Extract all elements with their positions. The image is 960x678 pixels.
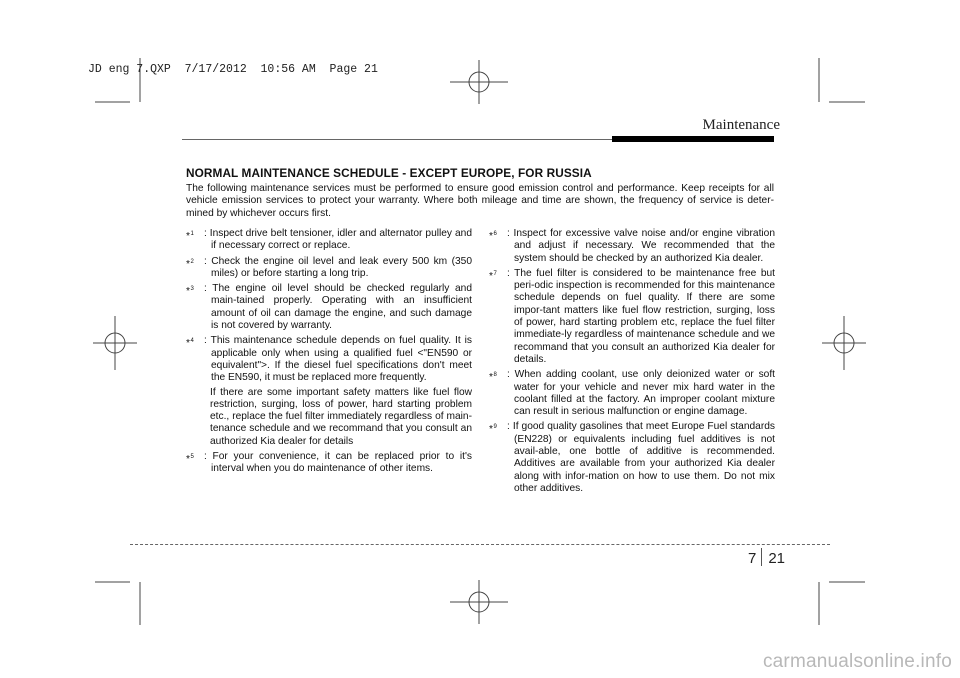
footnote-number: 7 xyxy=(493,270,497,277)
footnote-asterisk: * xyxy=(489,424,493,436)
page-number-value: 21 xyxy=(768,550,786,567)
page-number xyxy=(748,548,785,567)
footnote-asterisk: * xyxy=(489,270,493,282)
registration-target-left xyxy=(93,316,137,370)
footnote-text: : The fuel filter is considered to be maintenance free but peri-odic inspection is recommended for this maintenance schedule depends on fuel quality. If there are some impor-tant matters like fuel flow restriction, surging, loss of power, hard starting problem etc, replace the fuel filter immediate-ly regardless of maintenance schedule and we recommand that you consult an authorized Kia dealer for details. xyxy=(507,267,775,365)
footnote-marker xyxy=(186,283,204,332)
footnote-text: : Inspect for excessive valve noise and/or engine vibration and adjust if necessary. We recommended that the system should be checked by an authorized Kia dealer. xyxy=(507,228,775,264)
footnote-text: : Check the engine oil level and leak every 500 km (350 miles) or before starting a long trip. xyxy=(204,255,472,279)
header-rule xyxy=(182,139,612,140)
footnote xyxy=(489,228,775,265)
intro-paragraph: The following maintenance services must be performed to ensure good emission control and performance. Keep receipts for all vehicle emission services to protect your warranty. Where both mileage and time are shown, the frequency of service is deter-mined by whichever occurs first. xyxy=(186,183,774,219)
notes-left-column xyxy=(186,228,472,479)
watermark: carmanualsonline.info xyxy=(762,651,952,672)
footnote xyxy=(186,228,472,253)
footnote-number: 9 xyxy=(493,424,497,431)
page-number-divider xyxy=(761,548,762,566)
footnote-asterisk: * xyxy=(186,258,190,270)
footnote-number: 3 xyxy=(190,286,194,293)
footnote xyxy=(186,451,472,476)
footnote-asterisk: * xyxy=(186,286,190,298)
footnote-marker xyxy=(186,256,204,281)
footnote-asterisk: * xyxy=(186,338,190,350)
footnote-asterisk: * xyxy=(186,454,190,466)
footnote xyxy=(489,268,775,366)
footnote-marker xyxy=(186,335,204,448)
footnote-marker xyxy=(186,228,204,253)
footnote-text: : Inspect drive belt tensioner, idler and alternator pulley and if necessary correct or replace. xyxy=(204,228,472,252)
footnote-marker xyxy=(489,228,507,265)
footnote xyxy=(186,256,472,281)
footnote-number: 6 xyxy=(493,231,497,237)
footer-rule xyxy=(130,544,830,545)
footnote xyxy=(186,283,472,332)
footnote xyxy=(186,335,472,448)
footnote-number: 5 xyxy=(190,454,194,461)
notes-right-column xyxy=(489,228,775,498)
footnote-number: 2 xyxy=(190,258,194,265)
footnote-marker xyxy=(489,421,507,495)
footnote xyxy=(489,421,775,495)
page-heading: NORMAL MAINTENANCE SCHEDULE - EXCEPT EUROPE, FOR RUSSIA xyxy=(186,166,592,180)
footnote-marker xyxy=(489,369,507,418)
print-slug: JD eng 7.QXP 7/17/2012 10:56 AM Page 21 xyxy=(88,63,378,76)
footnote-text: : The engine oil level should be checked regularly and main-tained properly. Operating with an insufficient amount of oil can damage the engine, and such damage is not covered by warranty. xyxy=(204,283,472,332)
registration-target-top xyxy=(450,60,508,104)
chapter-number: 7 xyxy=(748,550,757,567)
footnote-number: 4 xyxy=(190,338,194,345)
footnote-text: : When adding coolant, use only deionized water or soft water for your vehicle and never mix hard water in the coolant filled at the factory. An improper coolant mixture can result in serious malfunction or engine damage. xyxy=(507,369,775,418)
footnote-marker xyxy=(186,451,204,476)
footnote-number: 1 xyxy=(190,231,194,237)
footnote-asterisk: * xyxy=(489,372,493,384)
footnote-text: : This maintenance schedule depends on fuel quality. It is applicable only when using a qualified fuel <"EN590 or equivalent">. If the diesel fuel specifications don't meet the EN590, it must be replaced more frequently. xyxy=(204,335,472,384)
section-title: Maintenance xyxy=(702,117,780,133)
footnote-text: : If good quality gasolines that meet Europe Fuel standards (EN228) or equivalents including fuel additives is not avail-able, one bottle of additive is recommended. Additives are available from your authorized Kia dealer along with infor-mation on how to use them. Do not mix other additives. xyxy=(507,421,775,494)
header-rule-bar xyxy=(612,136,774,142)
footnote-number: 8 xyxy=(493,372,497,379)
registration-target-right xyxy=(822,316,866,370)
footnote-asterisk: * xyxy=(489,231,493,242)
footnote xyxy=(489,369,775,418)
footnote-text-continued: If there are some important safety matters like fuel flow restriction, surging, loss of power, hard starting problem etc., replace the fuel filter immediately regardless of main-tenance schedule and we recommand that you consult an authorized Kia dealer for details xyxy=(210,386,472,447)
footnote-marker xyxy=(489,268,507,366)
footnote-asterisk: * xyxy=(186,231,190,242)
footnote-text: : For your convenience, it can be replaced prior to it's interval when you do maintenance of other items. xyxy=(204,451,472,475)
registration-target-bottom xyxy=(450,580,508,624)
